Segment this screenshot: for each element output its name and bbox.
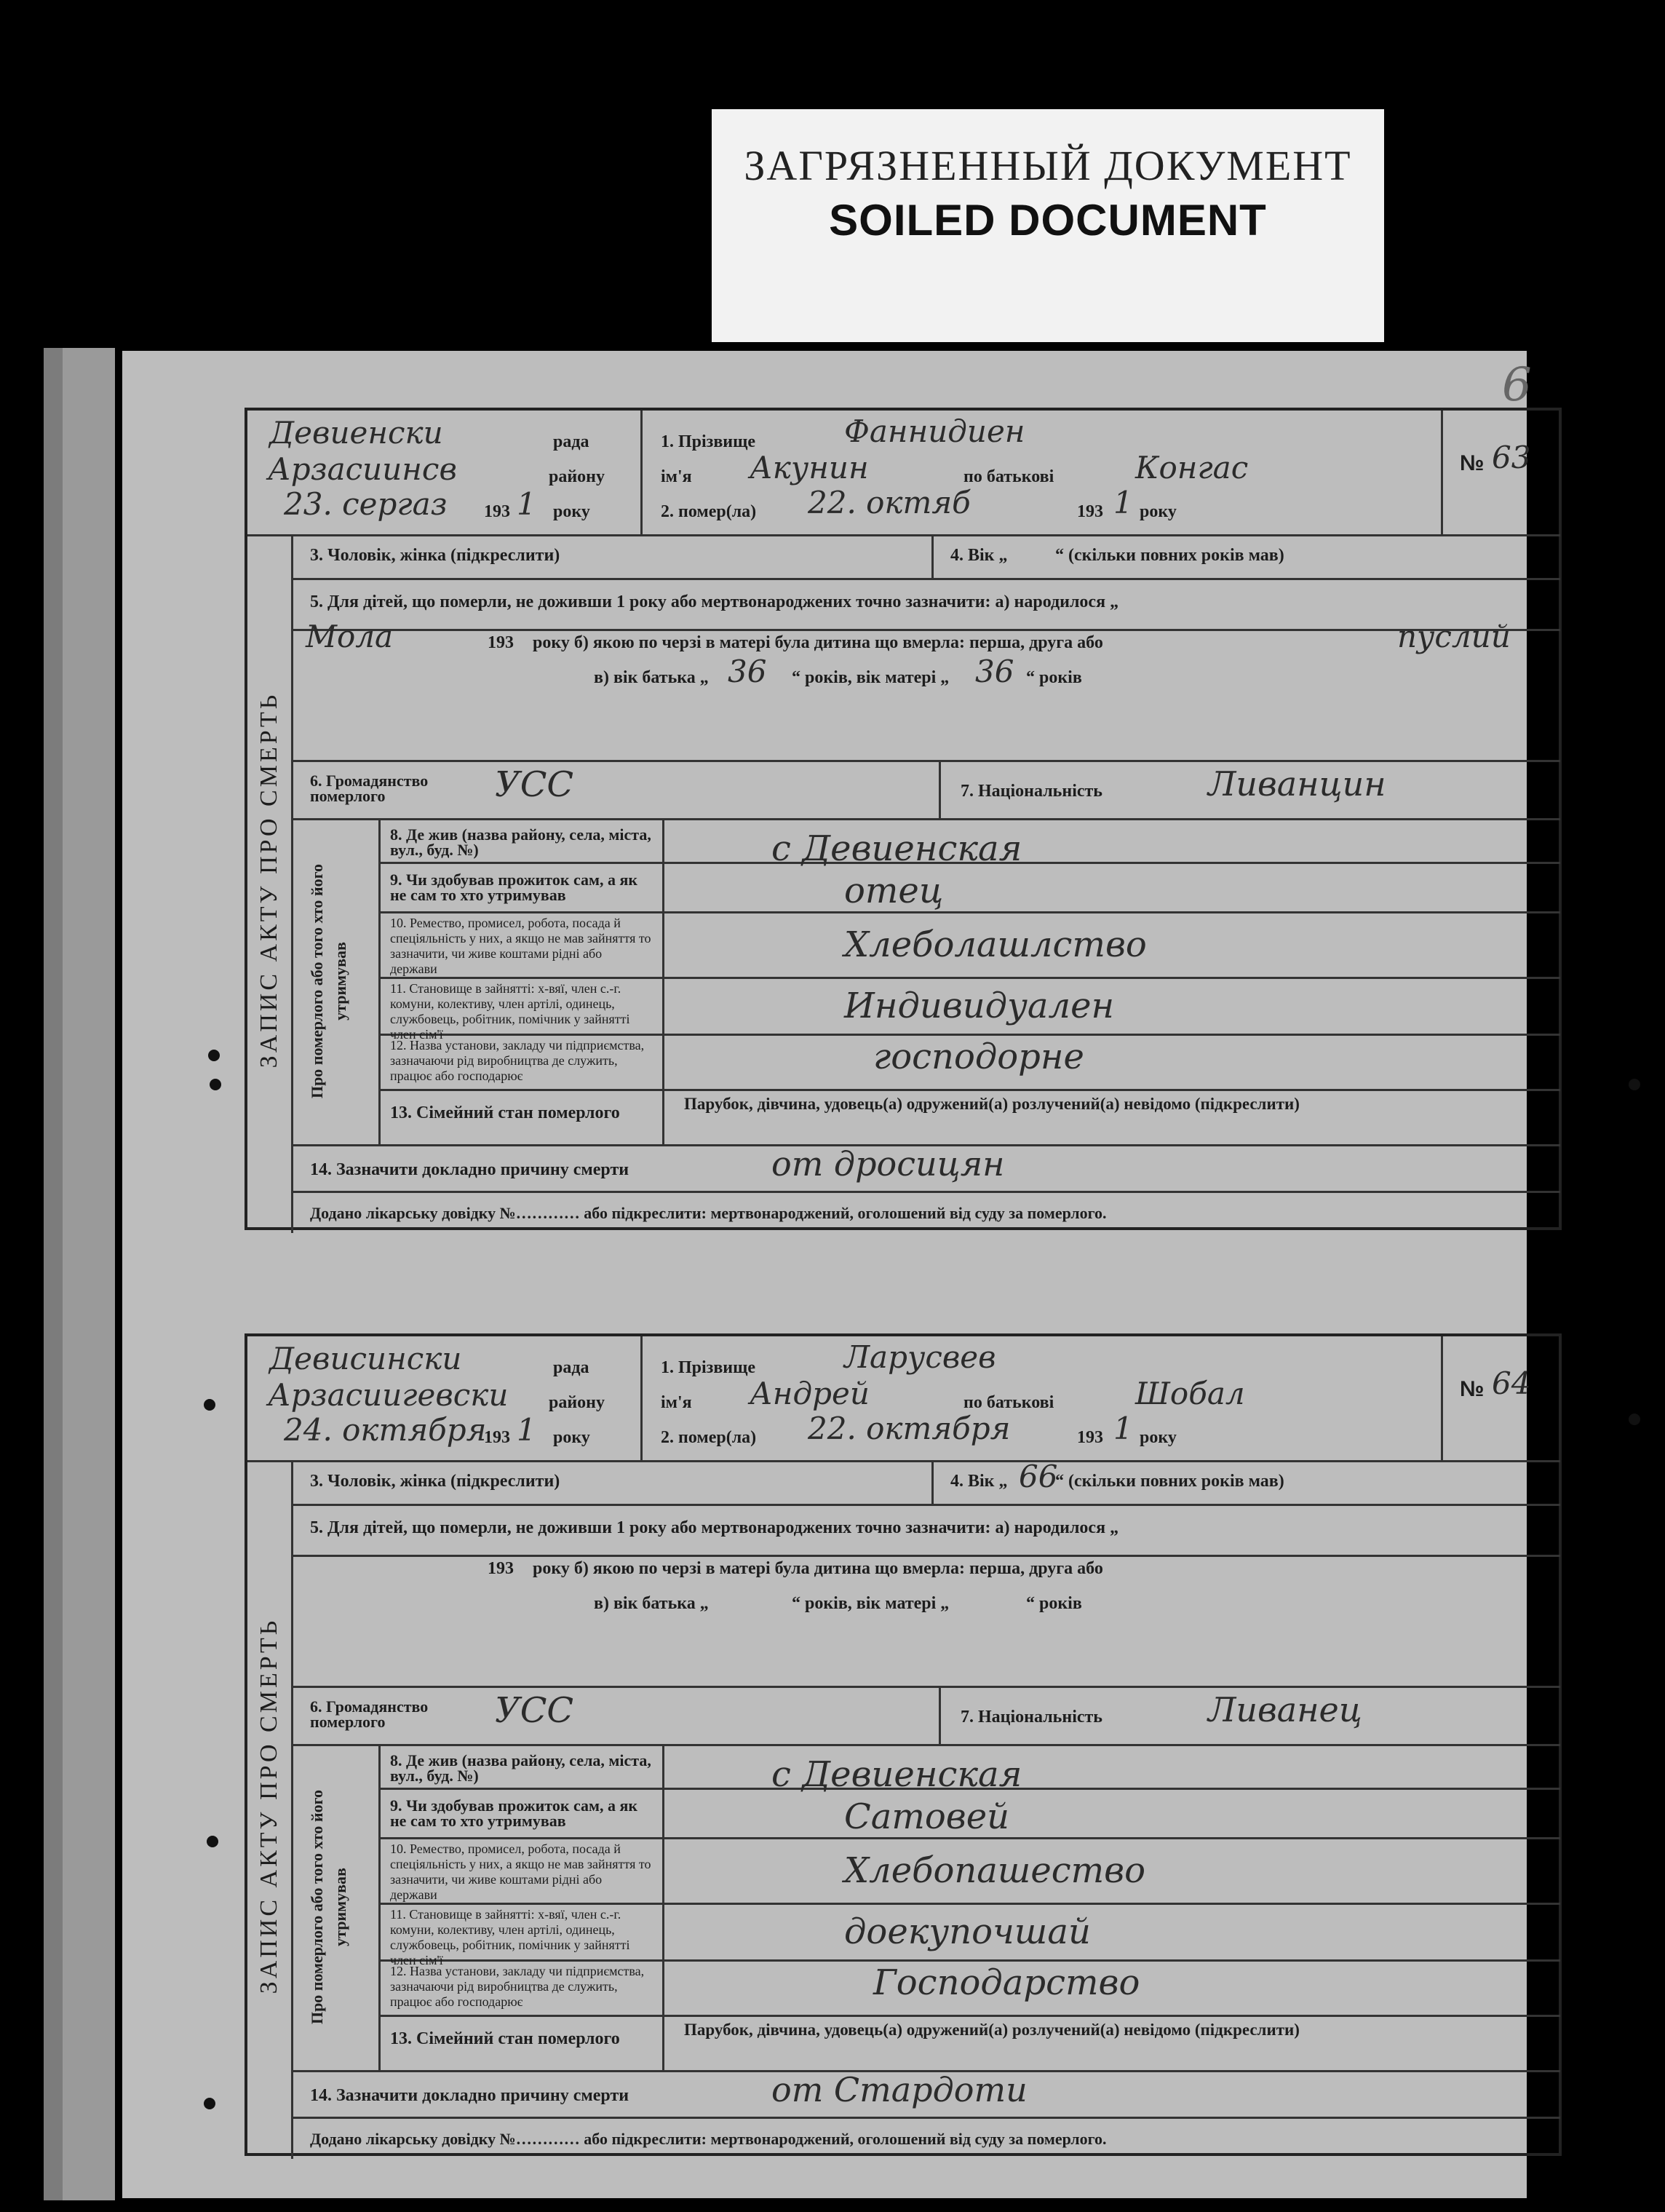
field-father-age-label: в) вік батька „ (594, 1594, 709, 1613)
rule-line (291, 1744, 1560, 1746)
field-sex: 3. Чоловік, жінка (підкреслити) (310, 546, 560, 565)
field-sex: 3. Чоловік, жінка (підкреслити) (310, 1472, 560, 1491)
field-support-value: Сатовей (844, 1796, 1010, 1837)
rule-line (640, 1336, 643, 1460)
field-marital-options: Парубок, дівчина, удовець(а) одружений(а) розлучений(а) невідомо (підкреслити) (684, 2021, 1300, 2039)
field-marital-label: 13. Сімейний стан померлого (390, 2029, 620, 2048)
field-occupation-label: 10. Ремество, промисел, робота, посада й спеціяльність у них, а якщо не мав зайняття то зазначити, чи живе коштами рідні або держави (390, 1842, 651, 1902)
field-years-label: “ років (1026, 668, 1082, 687)
death-date: 22. октября (808, 1411, 1011, 1446)
year-label: року (553, 1428, 590, 1447)
rule-line (378, 977, 1560, 979)
record-number-label: № (1460, 451, 1485, 475)
death-year-label: року (1140, 1428, 1177, 1447)
field-cause-label: 14. Зазначити докладно причину смерти (310, 1160, 629, 1179)
rule-line (1441, 1336, 1443, 1460)
form-footer: Додано лікарську довідку №………… або підкреслити: мертвонароджений, оголошений від суду за померлого. (310, 1204, 1107, 1222)
field-support-value: отец (844, 871, 944, 911)
rule-line (291, 1504, 1560, 1506)
field-workplace-value: Господарство (873, 1962, 1140, 2003)
rayon-label: району (549, 1393, 605, 1412)
field-child-born-label: 5. Для дітей, що померли, не доживши 1 року або мертвонароджених точно зазначити: а) народилося „ (310, 1518, 1119, 1537)
rule-line (939, 1686, 941, 1744)
field-child-born-label: 5. Для дітей, що померли, не доживши 1 року або мертвонароджених точно зазначити: а) народилося „ (310, 592, 1119, 611)
rayon-label: району (549, 467, 605, 486)
rule-line (378, 818, 381, 1144)
year-prefix: 193 (484, 502, 510, 521)
registration-date: 24. октября (284, 1412, 487, 1448)
rule-line (291, 1555, 1560, 1557)
field-age-suffix: “ (скільки повних років мав) (1055, 546, 1284, 565)
field-cause-value: от Стардоти (771, 2070, 1028, 2109)
patronymic-value: Конгас (1135, 450, 1249, 485)
registration-year-suffix: 1 (517, 1412, 536, 1448)
field-nationality-value: Ливанцин (1208, 764, 1386, 804)
field-support-label: 9. Чи здобував прожиток сам, а як не сам то хто утримував (390, 1796, 638, 1830)
rule-line (247, 534, 1560, 536)
record-number: 63 (1492, 440, 1531, 475)
side-title: ЗАПИС АКТУ ПРО СМЕРТЬ (255, 691, 282, 1069)
rule-line (291, 1460, 293, 2159)
field-child-born-value: Мола (306, 619, 394, 654)
death-year-suffix: 1 (1113, 1411, 1133, 1446)
rule-line (291, 534, 293, 1233)
field-marital-options: Парубок, дівчина, удовець(а) одружений(а) розлучений(а) невідомо (підкреслити) (684, 1095, 1300, 1113)
rule-line (662, 818, 664, 1144)
side-subtitle-2: утримував (331, 942, 349, 1020)
field-residence-value: с Девиенская (771, 828, 1022, 869)
rule-line (931, 1460, 934, 1504)
field-father-age-label: в) вік батька „ (594, 668, 709, 687)
field-workplace-label: 12. Назва установи, закладу чи підприємства, зазначаючи рід виробництва де служить, працює або господарює (390, 1964, 645, 2009)
rule-line (939, 760, 941, 818)
field-age-suffix: “ (скільки повних років мав) (1055, 1472, 1284, 1491)
field-status-label: 11. Становище в зайнятті: х-вяї, член с.-г. комуни, колективу, член артілі, одинець, службовець, робітник, помічник у зайнятті член сім'ї (390, 1907, 630, 1967)
rule-line (378, 1089, 1560, 1091)
rule-line (640, 411, 643, 534)
field-occupation-value: Хлеболашлство (844, 924, 1147, 965)
field-workplace-value: господорне (873, 1036, 1084, 1077)
field-residence-label: 8. Де жив (назва району, села, міста, вул., буд. №) (390, 1751, 651, 1785)
year-label: року (553, 502, 590, 521)
field-marital-label: 13. Сімейний стан померлого (390, 1103, 620, 1122)
died-label: 2. помер(ла) (661, 502, 757, 521)
field-child-year-prefix: 193 (488, 633, 514, 652)
field-citizenship-label: 6. Громадянство померлого (310, 772, 429, 805)
field-occupation-label: 10. Ремество, промисел, робота, посада й спеціяльність у них, а якщо не мав зайняття то зазначити, чи живе коштами рідні або держави (390, 916, 651, 976)
field-mother-age-label: “ років, вік матері „ (792, 1594, 950, 1613)
surname-value: Ларусвев (844, 1339, 996, 1375)
stamp-russian-line: ЗАГРЯЗНЕННЫЙ ДОКУМЕНТ (744, 142, 1352, 189)
rule-line (291, 1686, 1560, 1688)
field-cause-value: от дросицян (771, 1144, 1005, 1184)
punch-hole (207, 1836, 218, 1847)
surname-label: 1. Прізвище (661, 432, 756, 451)
death-year-suffix: 1 (1113, 485, 1133, 520)
punch-hole (210, 1079, 221, 1090)
punch-hole (1629, 1414, 1640, 1425)
field-nationality-label: 7. Національність (961, 1708, 1102, 1727)
field-age-label: 4. Вік „ (950, 546, 1008, 565)
died-label: 2. помер(ла) (661, 1428, 757, 1447)
rayon-value: Арзасиигевски (268, 1377, 509, 1413)
rada-label: рада (553, 1358, 589, 1377)
side-subtitle-2: утримував (331, 1868, 349, 1946)
rule-line (378, 2015, 1560, 2017)
rayon-value: Арзасиинсв (268, 451, 457, 487)
rule-line (378, 1744, 381, 2070)
field-mother-age-label: “ років, вік матері „ (792, 668, 950, 687)
field-child-order-label: року б) якою по черзі в матері була дитина що вмерла: перша, друга або (533, 1559, 1103, 1578)
side-title: ЗАПИС АКТУ ПРО СМЕРТЬ (255, 1617, 282, 1994)
rule-line (662, 1744, 664, 2070)
field-age-label: 4. Вік „ (950, 1472, 1008, 1491)
stamp-english-line: SOILED DOCUMENT (829, 196, 1267, 245)
rule-line (378, 1837, 1560, 1839)
binding-spine (44, 348, 115, 2200)
field-status-value: доекупочшай (844, 1911, 1091, 1952)
name-value: Андрей (750, 1376, 870, 1411)
name-label: ім'я (661, 467, 692, 486)
rule-line (378, 1903, 1560, 1905)
record-number: 64 (1492, 1365, 1531, 1401)
death-year-prefix: 193 (1077, 1428, 1103, 1447)
field-status-value: Индивидуален (844, 986, 1115, 1026)
field-residence-value: с Девиенская (771, 1754, 1022, 1795)
punch-hole (208, 1050, 220, 1061)
death-record-form-1 (245, 408, 1562, 1230)
registration-date: 23. сергаз (284, 486, 448, 522)
punch-hole (204, 2098, 215, 2109)
death-record-form-2 (245, 1333, 1562, 2156)
rule-line (1441, 411, 1443, 534)
death-year-label: року (1140, 502, 1177, 521)
field-nationality-value: Ливанец (1208, 1690, 1362, 1729)
surname-label: 1. Прізвище (661, 1358, 756, 1377)
name-label: ім'я (661, 1393, 692, 1412)
death-date: 22. октяб (808, 485, 971, 520)
record-number-label: № (1460, 1377, 1485, 1401)
patronymic-label: по батькові (963, 1393, 1054, 1412)
rule-line (291, 629, 1560, 631)
patronymic-value: Шобал (1135, 1376, 1245, 1411)
death-year-prefix: 193 (1077, 502, 1103, 521)
rada-value: Девиенски (269, 415, 443, 451)
field-support-label: 9. Чи здобував прожиток сам, а як не сам то хто утримував (390, 871, 638, 904)
rule-line (291, 578, 1560, 580)
side-subtitle-1: Про померлого або того хто його (308, 863, 326, 1099)
registration-year-suffix: 1 (517, 486, 536, 522)
field-child-year-prefix: 193 (488, 1559, 514, 1578)
field-years-label: “ років (1026, 1594, 1082, 1613)
rule-line (291, 818, 1560, 820)
field-father-age-value: 36 (728, 654, 767, 689)
side-subtitle-1: Про померлого або того хто його (308, 1789, 326, 2025)
name-value: Акунин (750, 450, 869, 485)
rule-line (291, 2117, 1560, 2119)
field-cause-label: 14. Зазначити докладно причину смерти (310, 2086, 629, 2105)
rule-line (247, 1460, 1560, 1462)
form-footer: Додано лікарську довідку №………… або підкреслити: мертвонароджений, оголошений від суду за померлого. (310, 2130, 1107, 2148)
surname-value: Фаннидиен (844, 413, 1025, 449)
field-occupation-value: Хлебопашество (844, 1850, 1145, 1891)
year-prefix: 193 (484, 1428, 510, 1447)
rule-line (378, 911, 1560, 913)
soiled-document-stamp (712, 109, 1384, 342)
field-citizenship-value: УСС (495, 764, 574, 805)
field-citizenship-value: УСС (495, 1690, 574, 1731)
page-number: 6 (1502, 358, 1532, 412)
patronymic-label: по батькові (963, 467, 1054, 486)
field-nationality-label: 7. Національність (961, 782, 1102, 801)
rule-line (291, 1191, 1560, 1193)
rule-line (291, 760, 1560, 762)
field-workplace-label: 12. Назва установи, закладу чи підприємства, зазначаючи рід виробництва де служить, працює або господарює (390, 1038, 645, 1083)
field-child-order-label: року б) якою по черзі в матері була дитина що вмерла: перша, друга або (533, 633, 1103, 652)
field-age-value: 66 (1019, 1459, 1058, 1494)
field-mother-age-value: 36 (975, 654, 1014, 689)
rada-value: Девисински (269, 1341, 462, 1376)
field-child-order-value: пуслий (1397, 619, 1511, 654)
rada-label: рада (553, 432, 589, 451)
field-status-label: 11. Становище в зайнятті: х-вяї, член с.-г. комуни, колективу, член артілі, одинець, службовець, робітник, помічник у зайнятті член сім'ї (390, 981, 630, 1042)
rule-line (931, 534, 934, 578)
field-residence-label: 8. Де жив (назва району, села, міста, вул., буд. №) (390, 825, 651, 859)
punch-hole (204, 1399, 215, 1411)
punch-hole (1629, 1079, 1640, 1090)
field-citizenship-label: 6. Громадянство померлого (310, 1697, 429, 1731)
